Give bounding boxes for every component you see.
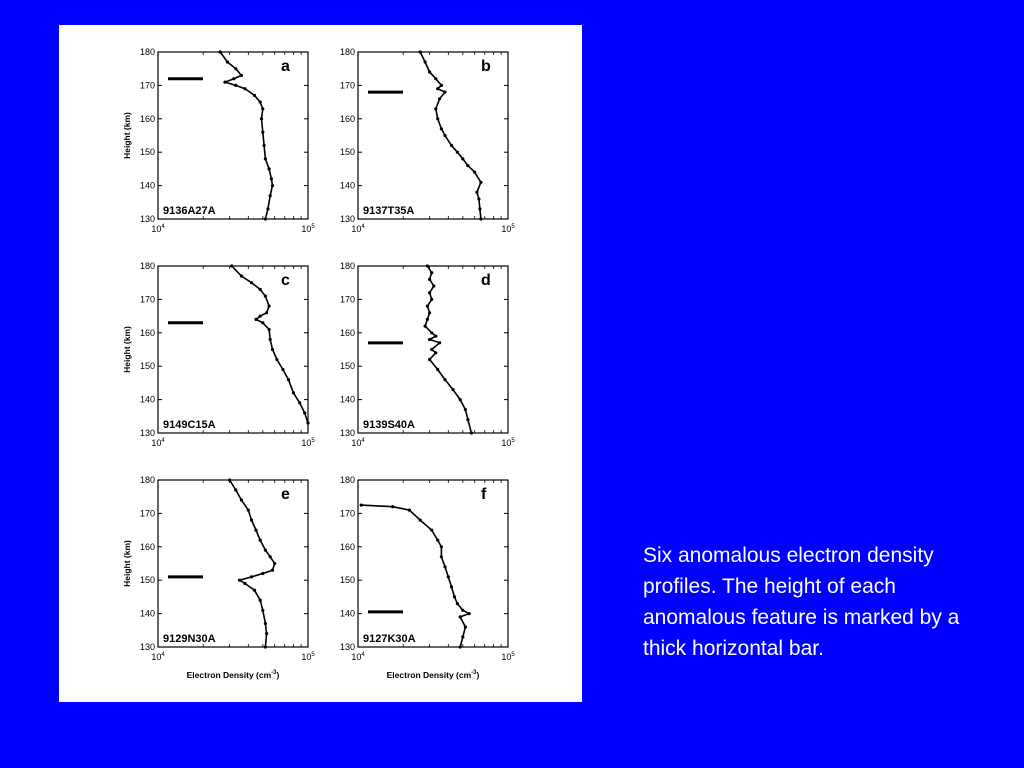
y-tick-label: 130	[139, 642, 155, 652]
profile-point	[447, 575, 450, 578]
profile-point	[459, 645, 462, 648]
y-tick-label: 180	[339, 261, 355, 271]
y-tick-label: 150	[339, 361, 355, 372]
x-tick-label: $10^5$	[301, 652, 315, 662]
caption: Six anomalous electron density profiles. The height of each anomalous feature is marked by a thick horizontal bar.	[643, 544, 960, 660]
profile-point	[298, 401, 301, 404]
profile-point	[430, 348, 433, 351]
profile-point	[238, 579, 241, 582]
profile-point	[438, 341, 441, 344]
profile-point	[436, 117, 439, 120]
profile-point	[234, 488, 237, 491]
profile-point	[271, 569, 274, 572]
x-tick-label: $10^4$	[151, 438, 165, 448]
profile-point	[271, 184, 274, 187]
profile-point	[240, 74, 243, 77]
profile-point	[426, 305, 429, 308]
profile-point	[428, 358, 431, 361]
y-tick-label: 170	[339, 508, 355, 519]
profile-point	[440, 127, 443, 130]
profile-point	[261, 572, 264, 575]
profile-point	[264, 622, 267, 625]
charts-grid	[59, 25, 582, 702]
profile-point	[470, 431, 473, 434]
profile-line	[420, 52, 481, 219]
profile-point	[432, 284, 435, 287]
profile-point	[459, 398, 462, 401]
profile-point	[466, 418, 469, 421]
profile-point	[264, 217, 267, 220]
profile-point	[428, 70, 431, 73]
profile-line	[230, 480, 275, 647]
chart-a	[122, 47, 315, 234]
profile-point	[443, 565, 446, 568]
chart-e	[122, 475, 315, 680]
profile-point	[281, 368, 284, 371]
profile-point	[428, 278, 431, 281]
profile-point	[434, 335, 437, 338]
profile-point	[428, 291, 431, 294]
y-tick-label: 160	[339, 113, 355, 124]
profile-id: 9139S40A	[363, 419, 415, 431]
profile-line	[361, 505, 469, 647]
y-tick-label: 160	[339, 327, 355, 338]
x-tick-label: $10^4$	[351, 438, 365, 448]
chart-f	[340, 475, 515, 680]
chart-c	[122, 261, 315, 448]
profile-point	[254, 529, 257, 532]
y-tick-label: 130	[139, 214, 155, 224]
profile-point	[261, 321, 264, 324]
profile-point	[419, 519, 422, 522]
profile-point	[464, 408, 467, 411]
profile-point	[253, 589, 256, 592]
y-tick-label: 150	[139, 575, 155, 586]
profile-point	[226, 60, 229, 63]
profile-point	[479, 217, 482, 220]
plot-frame	[358, 480, 508, 647]
profile-point	[436, 87, 439, 90]
profile-point	[266, 207, 269, 210]
chart-b	[340, 47, 515, 234]
profile-point	[436, 368, 439, 371]
profile-point	[456, 602, 459, 605]
profile-point	[459, 615, 462, 618]
y-tick-label: 180	[139, 47, 155, 57]
profile-point	[424, 325, 427, 328]
profile-point	[306, 421, 309, 424]
profile-point	[259, 539, 262, 542]
y-axis-title: Height (km)	[122, 540, 132, 587]
y-axis-title: Height (km)	[122, 112, 132, 159]
profile-point	[254, 318, 257, 321]
y-tick-label: 170	[339, 294, 355, 305]
x-tick-label: $10^4$	[351, 224, 365, 234]
x-tick-label: $10^5$	[301, 224, 315, 234]
profile-point	[269, 194, 272, 197]
profile-point	[268, 305, 271, 308]
y-tick-label: 130	[339, 428, 355, 438]
profile-id: 9127K30A	[363, 633, 416, 645]
y-tick-label: 180	[139, 475, 155, 485]
profile-point	[259, 599, 262, 602]
profile-point	[287, 378, 290, 381]
profile-point	[268, 167, 271, 170]
profile-point	[419, 50, 422, 53]
profile-point	[243, 582, 246, 585]
plot-frame	[158, 480, 308, 647]
profile-point	[424, 60, 427, 63]
profile-point	[440, 545, 443, 548]
x-tick-label: $10^5$	[501, 224, 515, 234]
y-tick-label: 150	[139, 361, 155, 372]
profile-point	[434, 351, 437, 354]
plot-frame	[158, 52, 308, 219]
y-tick-label: 160	[139, 541, 155, 552]
profile-point	[408, 509, 411, 512]
y-tick-label: 130	[339, 642, 355, 652]
profile-point	[259, 288, 262, 291]
y-tick-label: 140	[339, 394, 355, 405]
profile-point	[466, 164, 469, 167]
profile-point	[275, 358, 278, 361]
panel-letter: d	[481, 272, 491, 289]
profile-point	[271, 348, 274, 351]
profile-point	[250, 575, 253, 578]
profile-point	[428, 311, 431, 314]
profile-point	[261, 107, 264, 110]
profile-point	[303, 411, 306, 414]
profile-line	[232, 266, 308, 423]
panel-letter: b	[481, 58, 491, 75]
x-tick-label: $10^5$	[501, 438, 515, 448]
profile-point	[240, 498, 243, 501]
profile-point	[292, 391, 295, 394]
profile-point	[430, 271, 433, 274]
chart-d	[340, 261, 515, 448]
profile-point	[224, 81, 227, 84]
panel-letter: a	[281, 58, 290, 75]
y-tick-label: 140	[139, 608, 155, 619]
profile-point	[473, 171, 476, 174]
profile-point	[253, 94, 256, 97]
y-tick-label: 170	[339, 80, 355, 91]
y-tick-label: 150	[339, 147, 355, 158]
y-tick-label: 160	[339, 541, 355, 552]
plot-frame	[358, 52, 508, 219]
profile-point	[468, 612, 471, 615]
profile-point	[464, 625, 467, 628]
profile-point	[234, 67, 237, 70]
profile-point	[264, 157, 267, 160]
profile-point	[430, 529, 433, 532]
profile-point	[264, 645, 267, 648]
profile-point	[250, 281, 253, 284]
profile-id: 9137T35A	[363, 205, 415, 217]
profile-point	[438, 97, 441, 100]
profile-id: 9129N30A	[163, 633, 216, 645]
profile-point	[265, 311, 268, 314]
y-tick-label: 140	[339, 608, 355, 619]
x-tick-label: $10^4$	[151, 224, 165, 234]
profile-point	[243, 87, 246, 90]
panel-letter: c	[281, 272, 290, 289]
profile-point	[479, 181, 482, 184]
profile-point	[450, 585, 453, 588]
profile-point	[430, 331, 433, 334]
profile-point	[219, 50, 222, 53]
profile-point	[461, 635, 464, 638]
y-tick-label: 170	[139, 294, 155, 305]
profile-point	[261, 609, 264, 612]
profile-point	[430, 298, 433, 301]
profile-point	[440, 84, 443, 87]
profile-point	[475, 191, 478, 194]
profile-point	[434, 107, 437, 110]
profile-point	[240, 274, 243, 277]
profile-point	[426, 264, 429, 267]
profile-point	[268, 328, 271, 331]
profile-point	[230, 264, 233, 267]
x-tick-label: $10^5$	[301, 438, 315, 448]
profile-point	[443, 134, 446, 137]
y-tick-label: 150	[139, 147, 155, 158]
y-tick-label: 170	[139, 80, 155, 91]
panel-letter: e	[281, 486, 290, 503]
profile-point	[232, 77, 235, 80]
profile-id: 9136A27A	[163, 205, 216, 217]
x-tick-label: $10^4$	[351, 652, 365, 662]
profile-point	[428, 338, 431, 341]
x-tick-label: $10^4$	[151, 652, 165, 662]
y-tick-label: 130	[139, 428, 155, 438]
profile-point	[259, 315, 262, 318]
profile-point	[391, 505, 394, 508]
profile-point	[461, 157, 464, 160]
profile-point	[450, 144, 453, 147]
profile-point	[443, 91, 446, 94]
profile-point	[260, 117, 263, 120]
figure-panel	[59, 25, 582, 702]
y-tick-label: 180	[339, 47, 355, 57]
panel-letter: f	[481, 486, 487, 503]
y-tick-label: 180	[139, 261, 155, 271]
profile-point	[443, 378, 446, 381]
profile-point	[456, 151, 459, 154]
y-tick-label: 130	[339, 214, 355, 224]
profile-point	[264, 549, 267, 552]
profile-point	[263, 144, 266, 147]
profile-point	[426, 318, 429, 321]
plot-frame	[158, 266, 308, 433]
profile-point	[247, 509, 250, 512]
profile-point	[436, 539, 439, 542]
y-tick-label: 140	[139, 394, 155, 405]
profile-point	[461, 609, 464, 612]
profile-point	[234, 84, 237, 87]
y-axis-title: Height (km)	[122, 326, 132, 373]
x-axis-title: Electron Density $(cm^{-3})$	[386, 670, 480, 680]
profile-point	[270, 177, 273, 180]
profile-point	[269, 555, 272, 558]
profile-line	[220, 52, 272, 219]
profile-id: 9149C15A	[163, 419, 216, 431]
y-tick-label: 180	[339, 475, 355, 485]
y-tick-label: 150	[339, 575, 355, 586]
profile-point	[265, 632, 268, 635]
profile-point	[477, 197, 480, 200]
y-tick-label: 140	[339, 180, 355, 191]
profile-point	[273, 562, 276, 565]
profile-point	[434, 77, 437, 80]
profile-point	[453, 595, 456, 598]
profile-point	[250, 519, 253, 522]
y-tick-label: 160	[139, 113, 155, 124]
x-axis-title: Electron Density $(cm^{-3})$	[186, 670, 280, 680]
profile-point	[478, 207, 481, 210]
profile-point	[360, 504, 363, 507]
y-tick-label: 140	[139, 180, 155, 191]
profile-point	[264, 295, 267, 298]
profile-point	[440, 555, 443, 558]
profile-point	[259, 101, 262, 104]
y-tick-label: 160	[139, 327, 155, 338]
profile-point	[269, 338, 272, 341]
x-tick-label: $10^5$	[501, 652, 515, 662]
profile-point	[451, 388, 454, 391]
profile-point	[261, 131, 264, 134]
profile-point	[228, 478, 231, 481]
y-tick-label: 170	[139, 508, 155, 519]
